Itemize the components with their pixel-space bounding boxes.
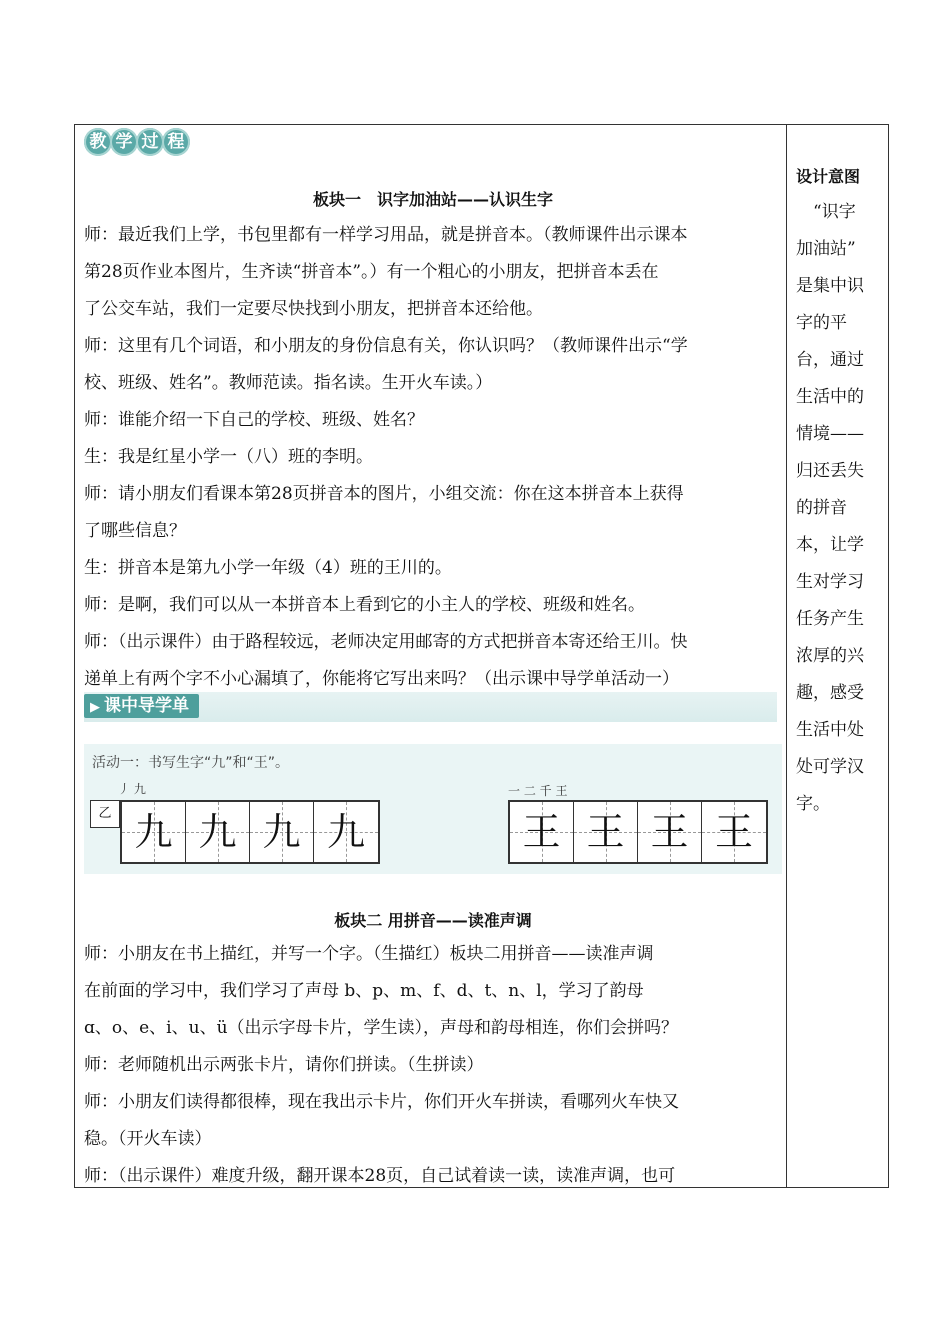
writing-cell: 九 [250, 802, 314, 862]
play-icon: ▶ [90, 700, 100, 715]
text-line: 校、班级、姓名”。教师范读。指名读。生开火车读。） [84, 373, 493, 393]
badge-char: 程 [162, 128, 190, 156]
text-line: 师：小朋友在书上描红，并写一个字。（生描红）板块二用拼音——读准声调 [84, 944, 654, 964]
text-line: 生活中的 [796, 387, 864, 407]
activity-title: 活动一：书写生字“九”和“王”。 [92, 755, 290, 771]
text-line: 趣，感受 [796, 683, 864, 703]
text-line: 师：是啊，我们可以从一本拼音本上看到它的小主人的学校、班级和姓名。 [84, 595, 645, 615]
radical-box: 乙 [90, 800, 120, 828]
text-line: 台，通过 [796, 350, 864, 370]
text-line: 字的平 [796, 313, 847, 333]
text-line: 在前面的学习中，我们学习了声母 b、p、m、f、d、t、n、l，学习了韵母 [84, 981, 644, 1001]
text-line: 归还丢失 [796, 461, 864, 481]
text-line: 本，让学 [796, 535, 864, 555]
text-line: 稳。（开火车读） [84, 1129, 212, 1149]
text-line: 字。 [796, 794, 830, 814]
char1-writing-grid [120, 800, 380, 864]
section1-title: 板块一 识字加油站——认识生字 [312, 190, 553, 209]
section2-body [84, 936, 782, 1195]
text-line: 是集中识 [796, 276, 864, 296]
text-line: 处可学汉 [796, 757, 864, 777]
design-intent-body [796, 194, 880, 823]
text-line: 师：（出示课件）由于路程较远，老师决定用邮寄的方式把拼音本寄还给王川。快 [84, 632, 688, 652]
text-line: ɑ、o、e、i、u、ü（出示字母卡片，学生读），声母和韵母相连，你们会拼吗？ [84, 1018, 679, 1038]
section2-title: 板块二 用拼音——读准声调 [334, 911, 532, 930]
text-line: 递单上有两个字不小心漏填了，你能将它写出来吗？（出示课中导学单活动一） [84, 669, 679, 689]
text-line: “识字 [796, 202, 856, 222]
column-divider [786, 124, 787, 1188]
writing-cell: 九 [186, 802, 250, 862]
writing-cell: 王 [702, 802, 766, 862]
char2-stroke-order: 一 二 千 王 [508, 784, 568, 798]
badge-char: 过 [136, 128, 164, 156]
text-line: 第28页作业本图片，生齐读“拼音本”。）有一个粗心的小朋友，把拼音本丢在 [84, 262, 659, 282]
char1-stroke-order: 丿 九 [118, 782, 146, 796]
text-line: 生活中处 [796, 720, 864, 740]
text-line: 加油站” [796, 239, 856, 259]
writing-cell: 王 [638, 802, 702, 862]
writing-cell: 王 [574, 802, 638, 862]
guide-sheet-label: 课中导学单 [104, 696, 189, 716]
text-line: 生对学习 [796, 572, 864, 592]
text-line: 师：请小朋友们看课本第28页拼音本的图片，小组交流：你在这本拼音本上获得 [84, 484, 684, 504]
text-line: 任务产生 [796, 609, 864, 629]
char2-writing-grid [508, 800, 768, 864]
text-line: 师：这里有几个词语，和小朋友的身份信息有关，你认识吗？（教师课件出示“学 [84, 336, 688, 356]
text-line: 的拼音 [796, 498, 847, 518]
badge-char: 教 [84, 128, 112, 156]
section1-body [84, 217, 782, 698]
text-line: 情境—— [796, 424, 864, 444]
text-line: 了哪些信息？ [84, 521, 186, 541]
text-line: 师：（出示课件）难度升级，翻开课本28页，自己试着读一读，读准声调，也可 [84, 1166, 676, 1186]
text-line: 师：小朋友们读得都很棒，现在我出示卡片，你们开火车拼读，看哪列火车快又 [84, 1092, 679, 1112]
guide-sheet-tag [84, 694, 199, 718]
teaching-process-badge [84, 128, 188, 156]
text-line: 生：我是红星小学一（八）班的李明。 [84, 447, 373, 467]
guide-sheet-header [84, 692, 777, 722]
text-line: 生：拼音本是第九小学一年级（4）班的王川的。 [84, 558, 452, 578]
writing-cell: 九 [314, 802, 378, 862]
writing-cell: 九 [122, 802, 186, 862]
text-line: 浓厚的兴 [796, 646, 864, 666]
text-line: 了公交车站，我们一定要尽快找到小朋友，把拼音本还给他。 [84, 299, 543, 319]
design-intent-title: 设计意图 [796, 167, 861, 186]
activity-panel [84, 744, 782, 874]
text-line: 师：老师随机出示两张卡片，请你们拼读。（生拼读） [84, 1055, 484, 1075]
text-line: 师：谁能介绍一下自己的学校、班级、姓名？ [84, 410, 424, 430]
badge-char: 学 [110, 128, 138, 156]
text-line: 师：最近我们上学，书包里都有一样学习用品，就是拼音本。（教师课件出示课本 [84, 225, 688, 245]
writing-cell: 王 [510, 802, 574, 862]
